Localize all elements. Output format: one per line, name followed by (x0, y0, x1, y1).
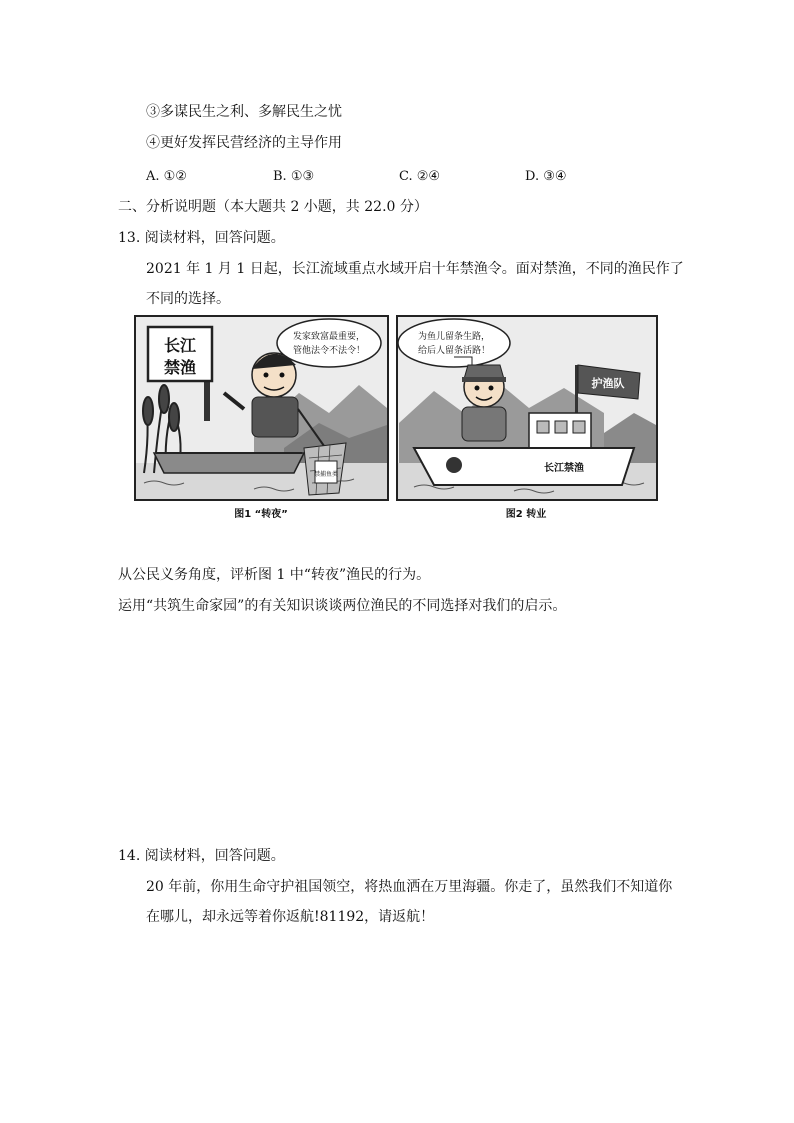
bubble-2-line-2: 给后人留条活路！ (417, 346, 491, 356)
choice-d: D. ③④ (525, 169, 567, 184)
cartoon-figure (134, 313, 658, 524)
sign-line-2: 禁渔 (163, 358, 197, 377)
bubble-1-line-1: 发家致富最重要， (292, 332, 366, 342)
q13-material-line1: 2021 年 1 月 1 日起，长江流域重点水域开启十年禁渔令。面对禁渔，不同的渔民作了 (146, 261, 684, 277)
option-item-3: ③多谋民生之利、多解民生之忧 (146, 104, 342, 120)
sign-line-1: 长江 (163, 336, 197, 355)
q13-material-line2: 不同的选择。 (146, 291, 230, 307)
cartoon-panel-2 (397, 316, 657, 500)
q13-question-2: 运用“共筑生命家园”的有关知识谈谈两位渔民的不同选择对我们的启示。 (118, 598, 567, 614)
q13-stem: 13. 阅读材料，回答问题。 (118, 230, 285, 246)
q14-stem: 14. 阅读材料，回答问题。 (118, 848, 285, 864)
choice-a: A. ①② (146, 169, 187, 184)
choice-b: B. ①③ (273, 169, 315, 184)
section-title: 二、分析说明题（本大题共 2 小题，共 22.0 分） (118, 199, 428, 215)
cartoon-panel-1 (135, 316, 388, 500)
flag-label: 护渔队 (591, 377, 625, 390)
bubble-2-line-1: 为鱼儿留条生路， (417, 332, 491, 342)
option-item-4: ④更好发挥民营经济的主导作用 (146, 135, 342, 151)
boat-label: 长江禁渔 (544, 463, 584, 474)
caption-1: 图1 “转夜” (234, 509, 288, 520)
net-label: 禁捕鱼类 (313, 471, 339, 478)
q14-material-line2: 在哪儿，却永远等着你返航!81192，请返航！ (146, 909, 435, 925)
choice-c: C. ②④ (399, 169, 441, 184)
caption-2: 图2 转业 (505, 509, 547, 520)
q13-question-1: 从公民义务角度，评析图 1 中“转夜”渔民的行为。 (118, 567, 431, 583)
q14-material-line1: 20 年前，你用生命守护祖国领空，将热血洒在万里海疆。你走了，虽然我们不知道你 (146, 879, 673, 895)
bubble-1-line-2: 管他法令不法令！ (292, 346, 366, 356)
